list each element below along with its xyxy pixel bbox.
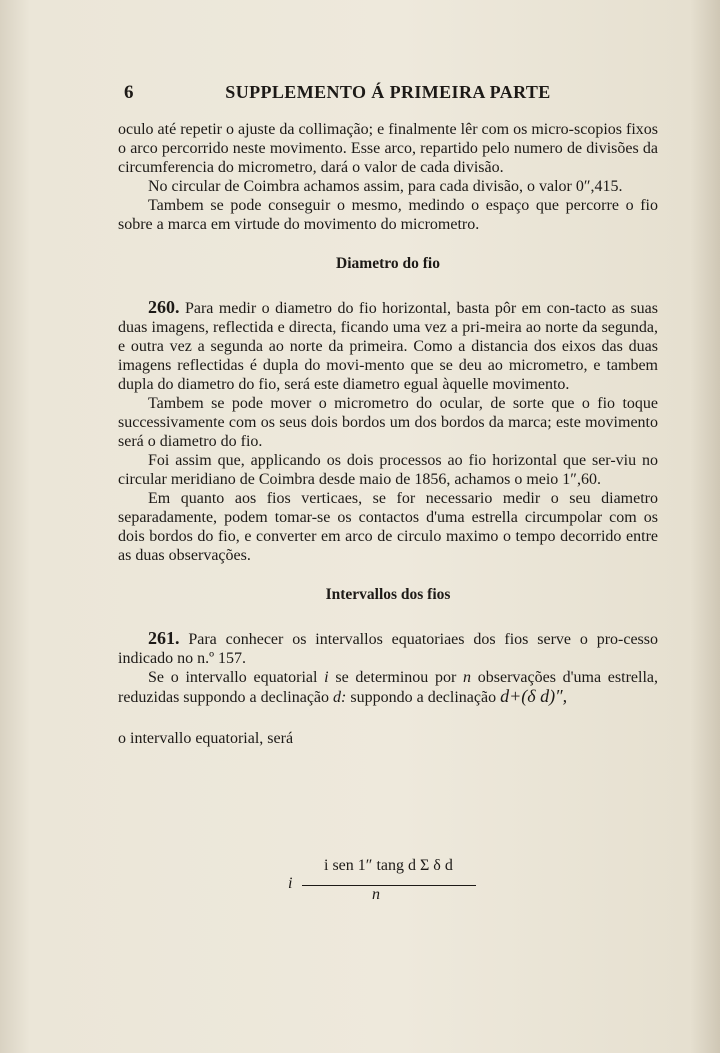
formula-left-term: i — [288, 875, 293, 892]
running-head: SUPPLEMENTO Á PRIMEIRA PARTE — [225, 82, 551, 102]
page-number: 6 — [124, 82, 134, 103]
fraction-bar — [302, 885, 476, 886]
paragraph: Em quanto aos fios verticaes, se for necessario medir o seu diametro separadamente, podem tomar-se os contactos d'uma estrella circumpolar com os dois bordos do fio, e converter em arco de circulo maximo o tempo decorrido entre as duas observações. — [118, 490, 658, 564]
formula-denominator: n — [372, 886, 380, 903]
paragraph: Foi assim que, applicando os dois processos ao fio horizontal que ser-viu no circular meridiano de Coimbra desde maio de 1856, achamos o meio 1″,60. — [118, 452, 658, 488]
page-header — [118, 82, 658, 108]
math-symbol: d: — [333, 689, 347, 706]
math-symbol: n — [463, 669, 472, 686]
paragraph — [118, 298, 658, 394]
section-heading: Intervallos dos fios — [325, 586, 451, 603]
formula-numerator: i sen 1″ tang d Σ δ d — [324, 857, 453, 874]
section-number: 261. — [148, 628, 180, 648]
text-run: Se o intervallo equatorial — [148, 669, 325, 686]
paragraph-text: Para medir o diametro do fio horizontal, basta pôr em con-tacto as suas duas imagens, reflectida e directa, ficando uma vez a pri-meira ao norte da segunda, e outra vez a segunda ao norte da primeira. Como a distancia dos eixos das duas imagens reflectidas é dupla do movi-mento que se deu ao micrometro, e tambem dupla do diametro do fio, será este diametro egual àquelle movimento. — [118, 300, 658, 393]
paragraph: Tambem se pode conseguir o mesmo, medindo o espaço que percorre o fio sobre a marca em virtude do movimento do micrometro. — [118, 197, 658, 233]
paragraph: o intervallo equatorial, será — [118, 730, 294, 747]
paragraph: Tambem se pode mover o micrometro do ocular, de sorte que o fio toque successivamente com os seus dois bordos um dos bordos da marca; este movimento será o diametro do fio. — [118, 395, 658, 450]
paragraph-text: Para conhecer os intervallos equatoriaes dos fios serve o pro-cesso indicado no n.º 157. — [118, 631, 659, 667]
paragraph — [118, 668, 658, 707]
text-run: observações d'uma estrella, reduzidas suppondo a declinação — [118, 669, 659, 706]
section-heading: Diametro do fio — [336, 255, 440, 272]
text-run: suppondo a declinação — [346, 689, 501, 706]
section-number: 260. — [148, 297, 180, 317]
paragraph: No circular de Coimbra achamos assim, para cada divisão, o valor 0″,415. — [148, 178, 623, 195]
paragraph: oculo até repetir o ajuste da collimação; e finalmente lêr com os micro-scopios fixos o arco percorrido neste movimento. Esse arco, repartido pelo numero de divisões da circumferencia do micrometro, dará o valor de cada divisão. — [118, 121, 658, 176]
page-body — [118, 120, 658, 748]
math-symbol: i — [324, 669, 329, 686]
paragraph — [118, 629, 658, 668]
text-run: se determinou por — [328, 669, 464, 686]
formula — [288, 857, 478, 907]
math-expression: d+(δ d)″, — [500, 686, 568, 706]
